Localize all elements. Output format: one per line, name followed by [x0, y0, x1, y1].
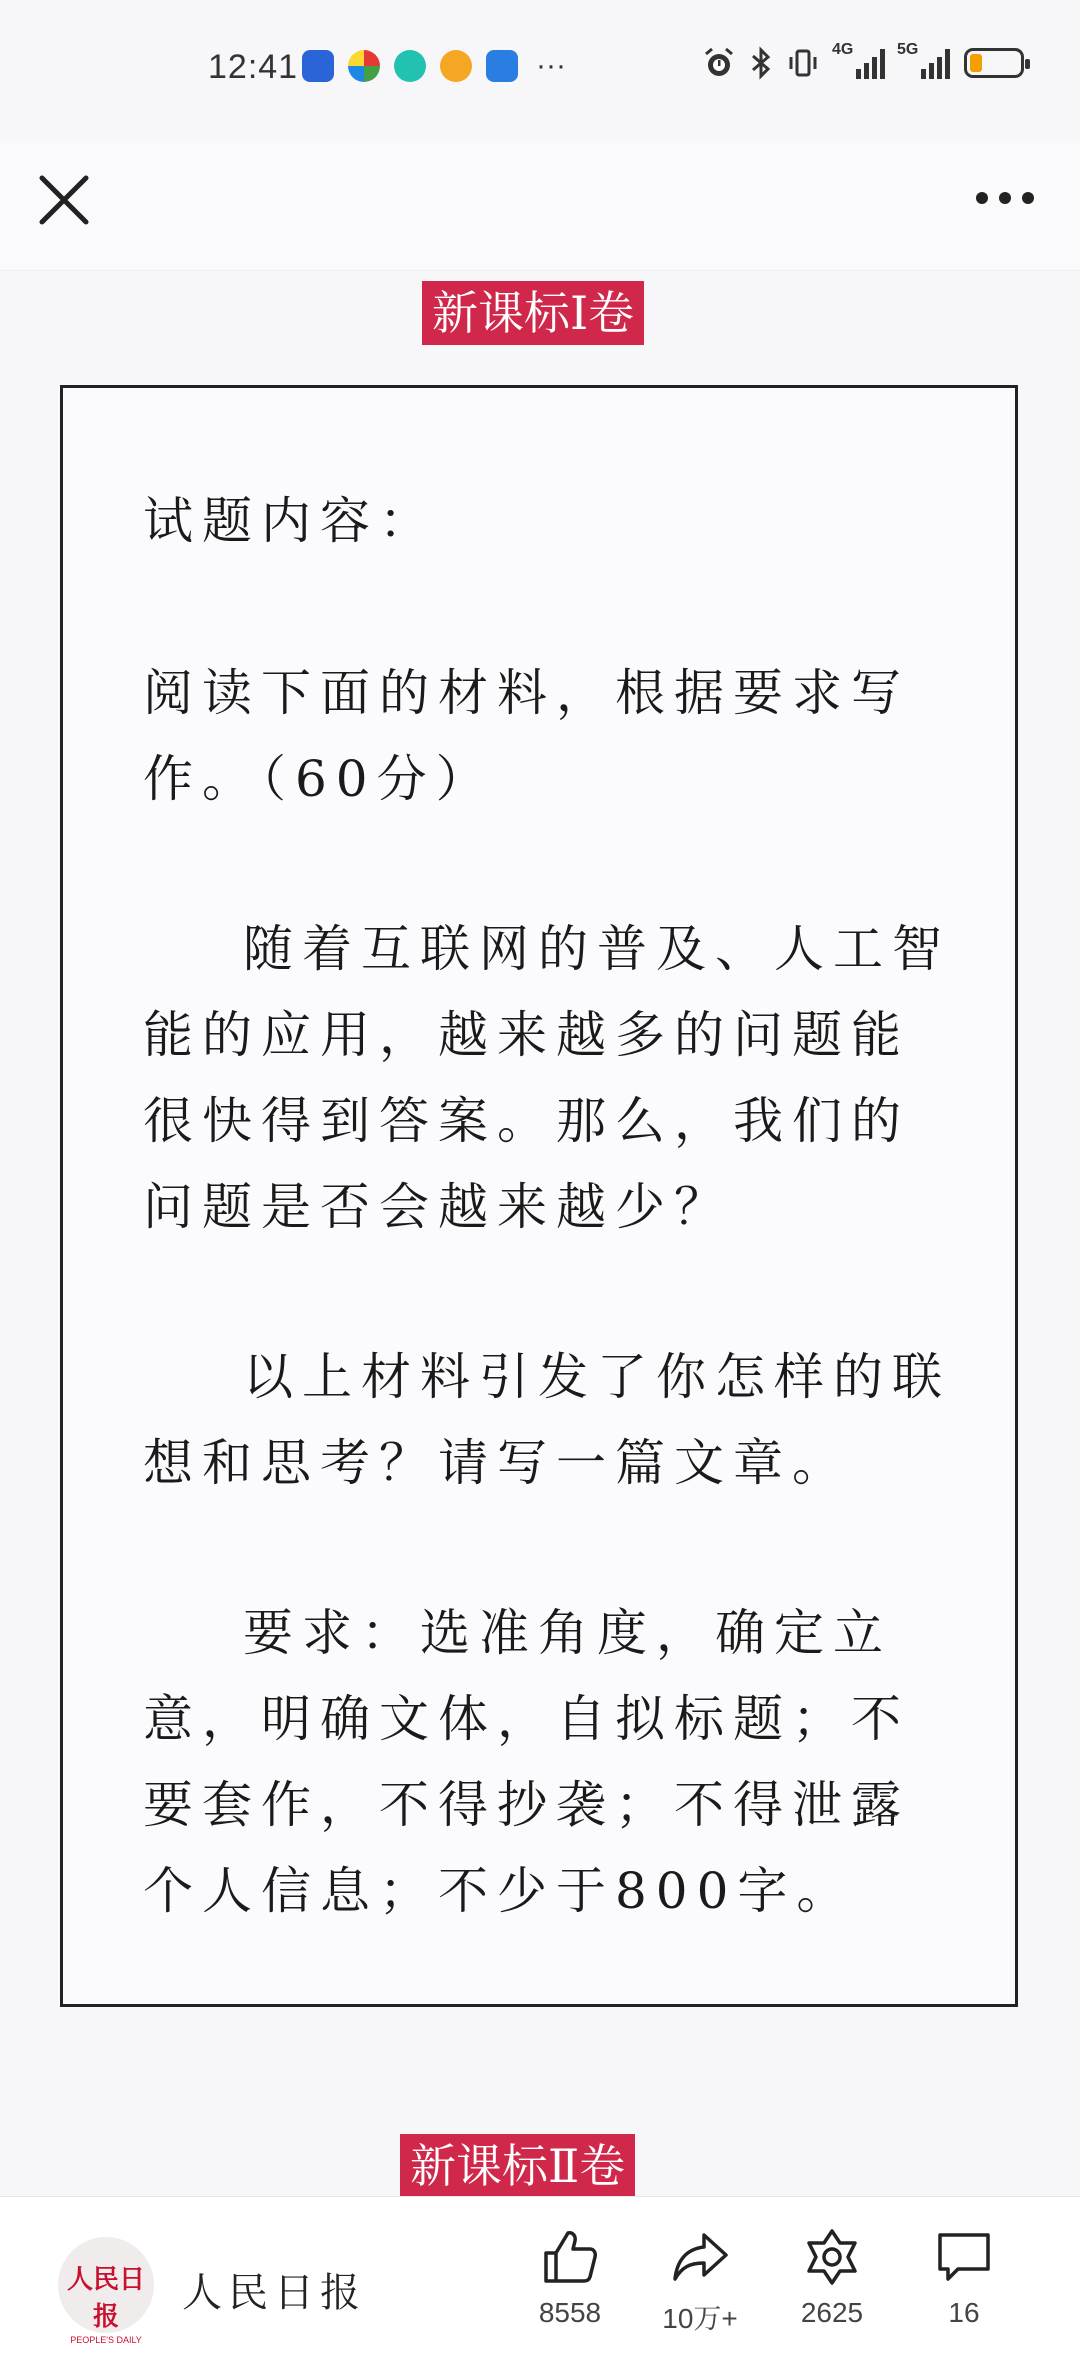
section-label-1: 新课标Ⅰ卷 [422, 281, 644, 345]
question-requirements: 要求：选准角度，确定立意，明确文体，自拟标题；不要套作，不得抄袭；不得泄露个人信息；不少于800字。 [143, 1604, 910, 1920]
close-icon[interactable] [34, 170, 94, 230]
favorite-icon [802, 2227, 862, 2287]
more-icon[interactable] [970, 178, 1040, 218]
status-bar [0, 0, 1080, 140]
exam-question-box [60, 385, 1018, 2007]
signal-5g-icon: 5G [899, 47, 950, 79]
question-instruction: 阅读下面的材料，根据要求写作。（60分） [143, 664, 910, 808]
notification-icons [302, 50, 566, 82]
question-material: 随着互联网的普及、人工智能的应用，越来越多的问题能很快得到答案。那么，我们的问题是否会越来越少？ [143, 920, 951, 1236]
system-icons [702, 41, 1024, 80]
browser-icon [348, 50, 380, 82]
thumbs-up-icon [540, 2227, 600, 2287]
top-bar [0, 140, 1080, 271]
source-logo[interactable] [58, 2237, 154, 2345]
vibrate-icon [786, 46, 820, 80]
bluetooth-icon [750, 46, 772, 80]
location-app-icon [486, 50, 518, 82]
wechat-icon [394, 50, 426, 82]
weibo-icon [440, 50, 472, 82]
comment-icon [934, 2227, 994, 2287]
share-button[interactable] [640, 2227, 760, 2337]
comment-count: 16 [948, 2297, 980, 2328]
comment-button[interactable] [904, 2227, 1024, 2329]
status-time: 12:41 [208, 48, 299, 86]
question-prompt: 以上材料引发了你怎样的联想和思考？请写一篇文章。 [143, 1348, 951, 1492]
source-logo-sub: PEOPLE'S DAILY [70, 2335, 142, 2345]
alarm-icon [702, 46, 736, 80]
section-label-2: 新课标Ⅱ卷 [400, 2134, 635, 2198]
more-notifications-icon: ··· [536, 49, 566, 82]
battery-icon [964, 48, 1024, 78]
share-count: 10万+ [662, 2303, 738, 2334]
favorite-button[interactable] [772, 2227, 892, 2329]
like-button[interactable] [510, 2227, 630, 2329]
source-name[interactable]: 人民日报 [182, 2270, 366, 2316]
app-icon [302, 50, 334, 82]
question-heading: 试题内容： [143, 492, 438, 550]
share-icon [670, 2227, 730, 2287]
favorite-count: 2625 [800, 2297, 864, 2328]
like-count: 8558 [538, 2297, 602, 2328]
source-logo-text: 人民日报 [66, 2265, 145, 2332]
bottom-bar [0, 2196, 1080, 2377]
signal-4g-icon: 4G [834, 47, 885, 79]
